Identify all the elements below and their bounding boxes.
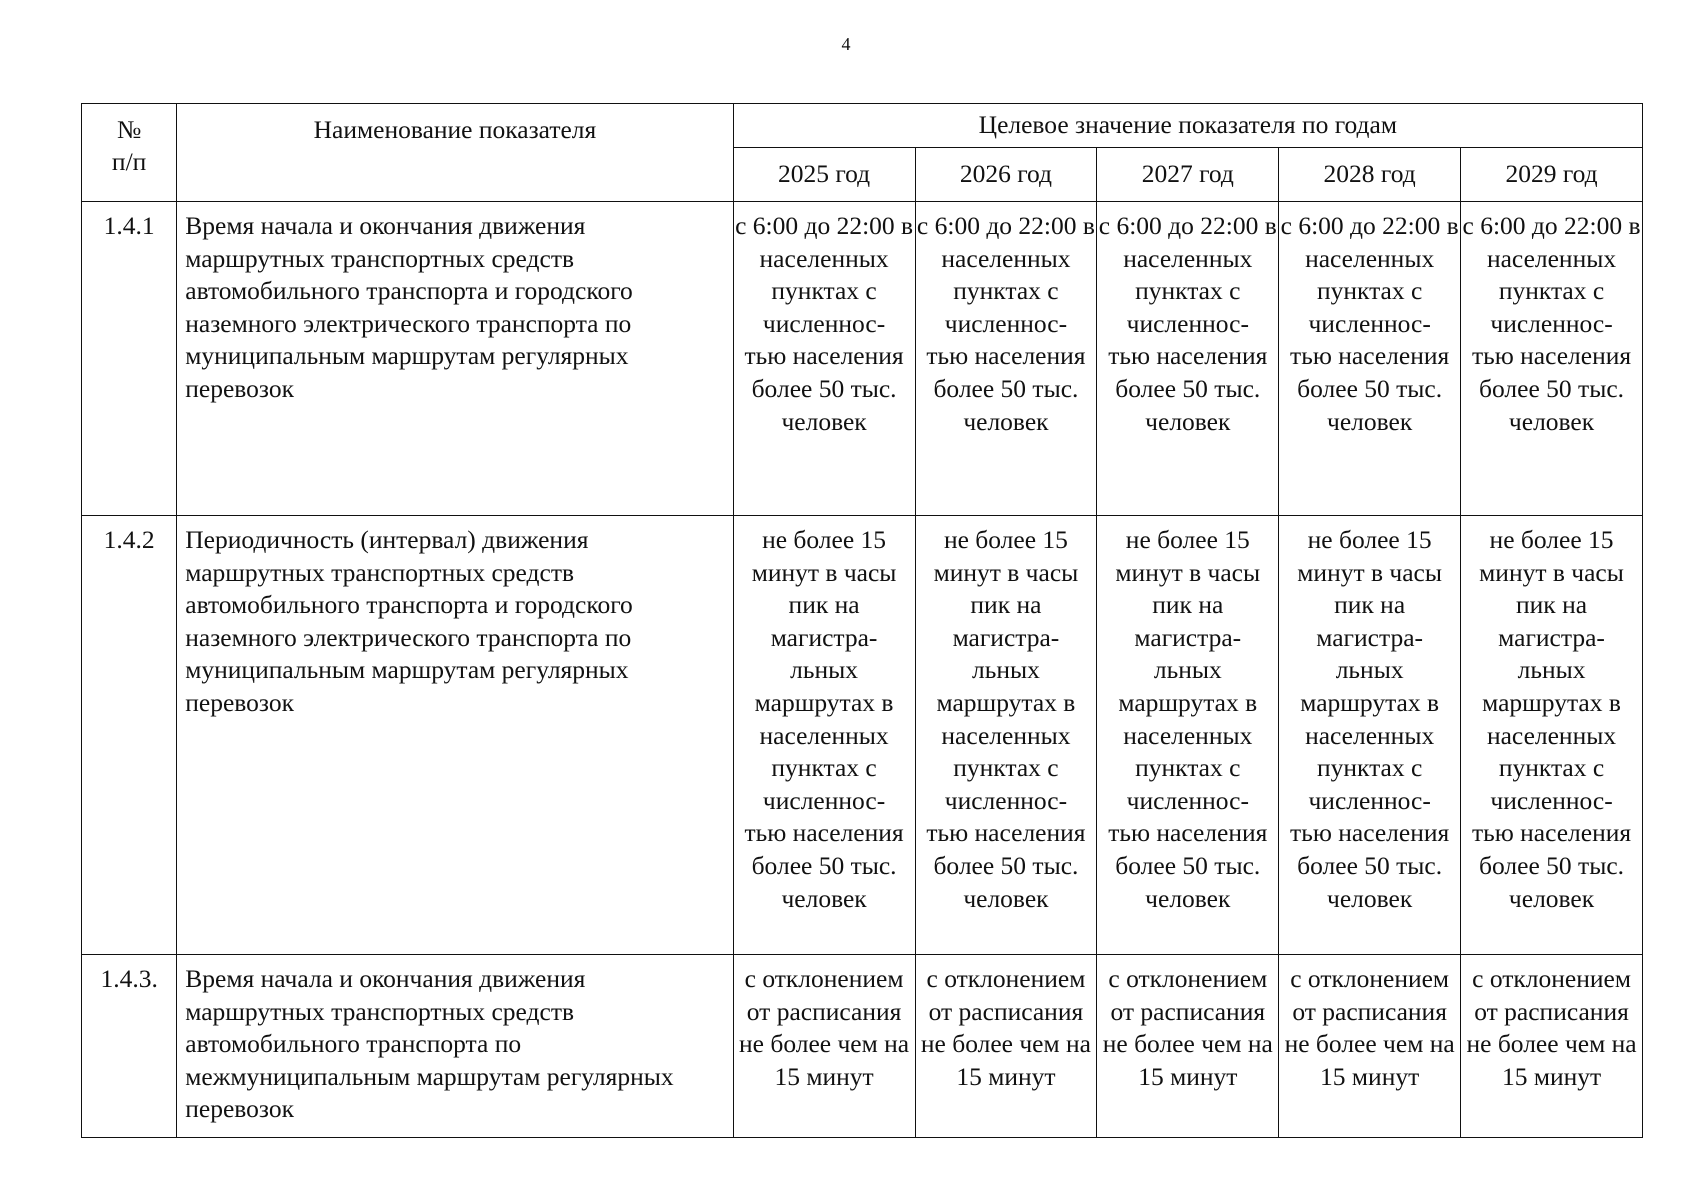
table-body <box>82 202 1643 1138</box>
row-indicator-name: Время начала и окончания движения маршрутных транспортных средств автомобильного транспорта по межмуниципальным маршрутам регулярных перевозок <box>177 955 733 1138</box>
header-number-label: № п/п <box>111 115 147 176</box>
row-number: 1.4.1 <box>82 202 177 516</box>
page-number: 4 <box>841 34 851 54</box>
header-year-2025: 2025 год <box>733 148 915 202</box>
row-value-2027: не более 15 минут в часы пик на магистра- льных маршрутах в населенных пунктах с численнос- тью населения более 50 тыс. человек <box>1097 516 1279 955</box>
row-number: 1.4.3. <box>82 955 177 1138</box>
row-value-2029: с отклонением от расписания не более чем на 15 минут <box>1461 955 1643 1138</box>
table-row <box>82 516 1643 955</box>
row-value-2025: с 6:00 до 22:00 в населенных пунктах с численнос- тью населения более 50 тыс. человек <box>733 202 915 516</box>
header-year-2027: 2027 год <box>1097 148 1279 202</box>
indicators-table <box>81 103 1643 1138</box>
row-value-2028: с отклонением от расписания не более чем на 15 минут <box>1279 955 1461 1138</box>
header-year-2026: 2026 год <box>915 148 1097 202</box>
header-target-value: Целевое значение показателя по годам <box>733 104 1642 148</box>
header-indicator-name: Наименование показателя <box>177 104 733 202</box>
row-value-2027: с отклонением от расписания не более чем на 15 минут <box>1097 955 1279 1138</box>
row-value-2027: с 6:00 до 22:00 в населенных пунктах с численнос- тью населения более 50 тыс. человек <box>1097 202 1279 516</box>
row-indicator-name: Периодичность (интервал) движения маршрутных транспортных средств автомобильного транспорта и городского наземного электрического транспорта по муниципальным маршрутам регулярных перевозок <box>177 516 733 955</box>
row-indicator-name: Время начала и окончания движения маршрутных транспортных средств автомобильного транспорта и городского наземного электрического транспорта по муниципальным маршрутам регулярных перевозок <box>177 202 733 516</box>
row-value-2025: не более 15 минут в часы пик на магистра- льных маршрутах в населенных пунктах с численнос- тью населения более 50 тыс. человек <box>733 516 915 955</box>
header-number <box>82 104 177 202</box>
table-row <box>82 955 1643 1138</box>
row-value-2025: с отклонением от расписания не более чем на 15 минут <box>733 955 915 1138</box>
row-value-2028: с 6:00 до 22:00 в населенных пунктах с численнос- тью населения более 50 тыс. человек <box>1279 202 1461 516</box>
row-value-2029: с 6:00 до 22:00 в населенных пунктах с численнос- тью населения более 50 тыс. человек <box>1461 202 1643 516</box>
row-value-2028: не более 15 минут в часы пик на магистра- льных маршрутах в населенных пунктах с численнос- тью населения более 50 тыс. человек <box>1279 516 1461 955</box>
row-number: 1.4.2 <box>82 516 177 955</box>
row-value-2029: не более 15 минут в часы пик на магистра- льных маршрутах в населенных пунктах с численнос- тью населения более 50 тыс. человек <box>1461 516 1643 955</box>
header-row <box>82 104 1643 148</box>
table-row <box>82 202 1643 516</box>
table-header <box>82 104 1643 202</box>
row-value-2026: с отклонением от расписания не более чем на 15 минут <box>915 955 1097 1138</box>
header-year-2029: 2029 год <box>1461 148 1643 202</box>
row-value-2026: с 6:00 до 22:00 в населенных пунктах с численнос- тью населения более 50 тыс. человек <box>915 202 1097 516</box>
row-value-2026: не более 15 минут в часы пик на магистра- льных маршрутах в населенных пунктах с численнос- тью населения более 50 тыс. человек <box>915 516 1097 955</box>
header-year-2028: 2028 год <box>1279 148 1461 202</box>
